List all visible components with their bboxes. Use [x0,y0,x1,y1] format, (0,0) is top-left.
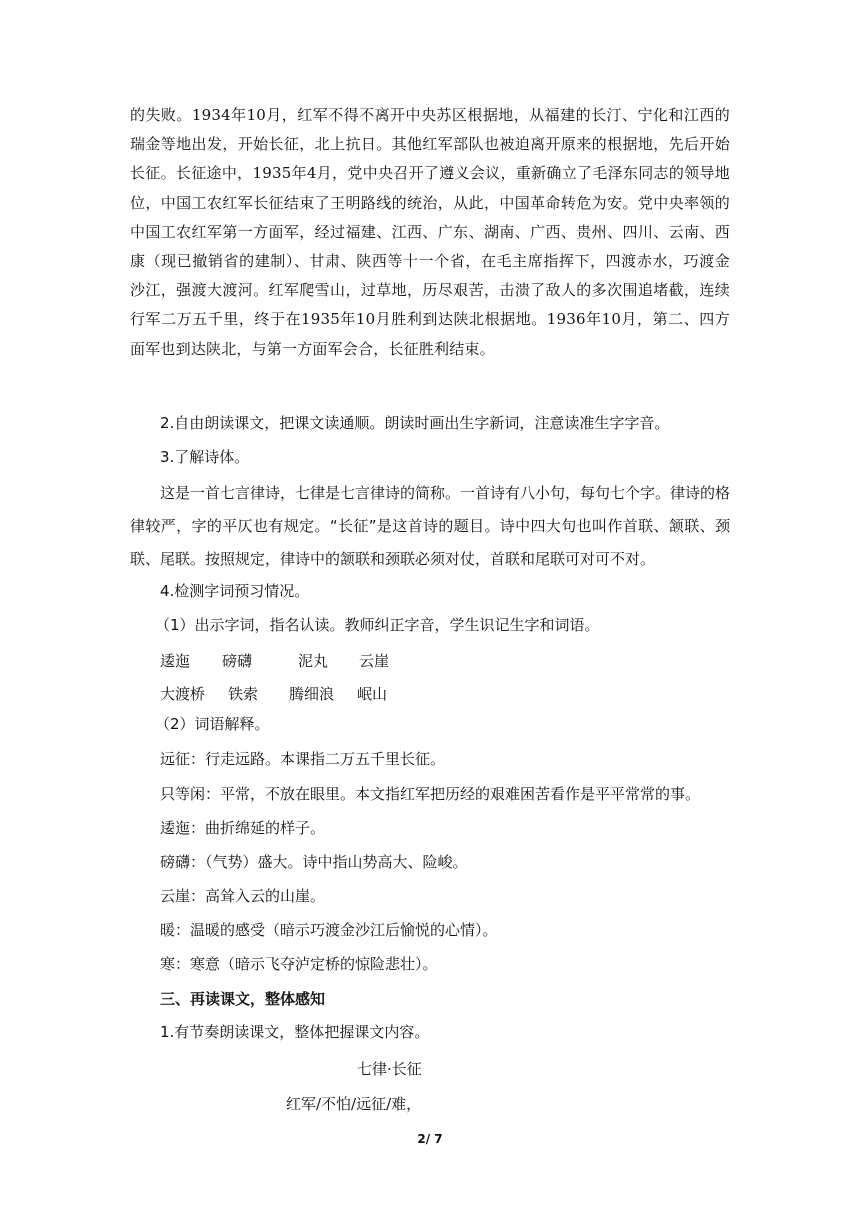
section-3-step-1: 1.有节奏朗读课文，整体把握课文内容。 [160,1023,430,1041]
poem-title: 七律·长征 [357,1060,422,1078]
intro-paragraph: 的失败。1934年10月，红军不得不离开中央苏区根据地，从福建的长汀、宁化和江西的瑞金等地出发，开始长征，北上抗日。其他红军部队也被迫离开原来的根据地，先后开始长征。长征途中，1935年4月，党中央召开了遵义会议，重新确立了毛泽东同志的领导地位，中国工农红军长征结束了王明路线的统治，从此，中国革命转危为安。党中央率领的中国工农红军第一方面军，经过福建、江西、广东、湖南、广西、贵州、四川、云南、西康（现已撤销省的建制）、甘肃、陕西等十一个省，在毛主席指挥下，四渡赤水，巧渡金沙江，强渡大渡河。红军爬雪山，过草地，历尽艰苦，击溃了敌人的多次围追堵截，连续行军二万五千里，终于在1935年10月胜利到达陕北根据地。1936年10月，第二、四方面军也到达陕北，与第一方面军会合，长征胜利结束。 [130,106,730,358]
definition-item: 只等闲：平常，不放在眼里。本文指红军把历经的艰难困苦看作是平平常常的事。 [160,785,701,803]
word-item: 泥丸 [298,652,329,670]
word-item: 云崖 [359,652,390,670]
definition-item: 寒：寒意（暗示飞夺泸定桥的惊险悲壮）。 [160,955,438,973]
definition-item: 磅礴：（气势）盛大。诗中指山势高大、险峻。 [160,853,468,871]
section-3-heading: 三、再读课文，整体感知 [160,990,326,1008]
sub-item-2: （2）词语解释。 [155,715,270,733]
definition-item: 云崖：高耸入云的山崖。 [160,887,326,905]
definition-item: 远征：行走远路。本课指二万五千里长征。 [160,750,446,768]
word-item: 腾细浪 [289,685,335,703]
poem-line: 红军/不怕/远征/难， [286,1095,422,1113]
poetry-form-paragraph: 这是一首七言律诗，七律是七言律诗的简称。一首诗有八小句，每句七个字。律诗的格律较严，字的平仄也有规定。“长征”是这首诗的题目。诗中四大句也叫作首联、颔联、颈联、尾联。按照规定，律诗中的颔联和颈联必须对仗，首联和尾联可对可不对。 [130,484,731,568]
step-3-heading: 3.了解诗体。 [160,448,250,466]
step-2-text: 2.自由朗读课文，把课文读通顺。朗读时画出生字新词，注意读准生字字音。 [160,414,670,432]
word-item: 铁索 [228,685,259,703]
word-item: 磅礴 [222,652,253,670]
step-4-heading: 4.检测字词预习情况。 [160,582,310,600]
word-item: 逶迤 [160,652,191,670]
word-item: 岷山 [357,685,388,703]
word-item: 大渡桥 [160,685,206,703]
page-number: 2/ 7 [417,1132,443,1146]
sub-item-1: （1）出示字词，指名认读。教师纠正字音，学生识记生字和词语。 [155,616,600,634]
definition-item: 逶迤：曲折绵延的样子。 [160,819,326,837]
definition-item: 暖：温暖的感受（暗示巧渡金沙江后愉悦的心情）。 [160,921,498,939]
